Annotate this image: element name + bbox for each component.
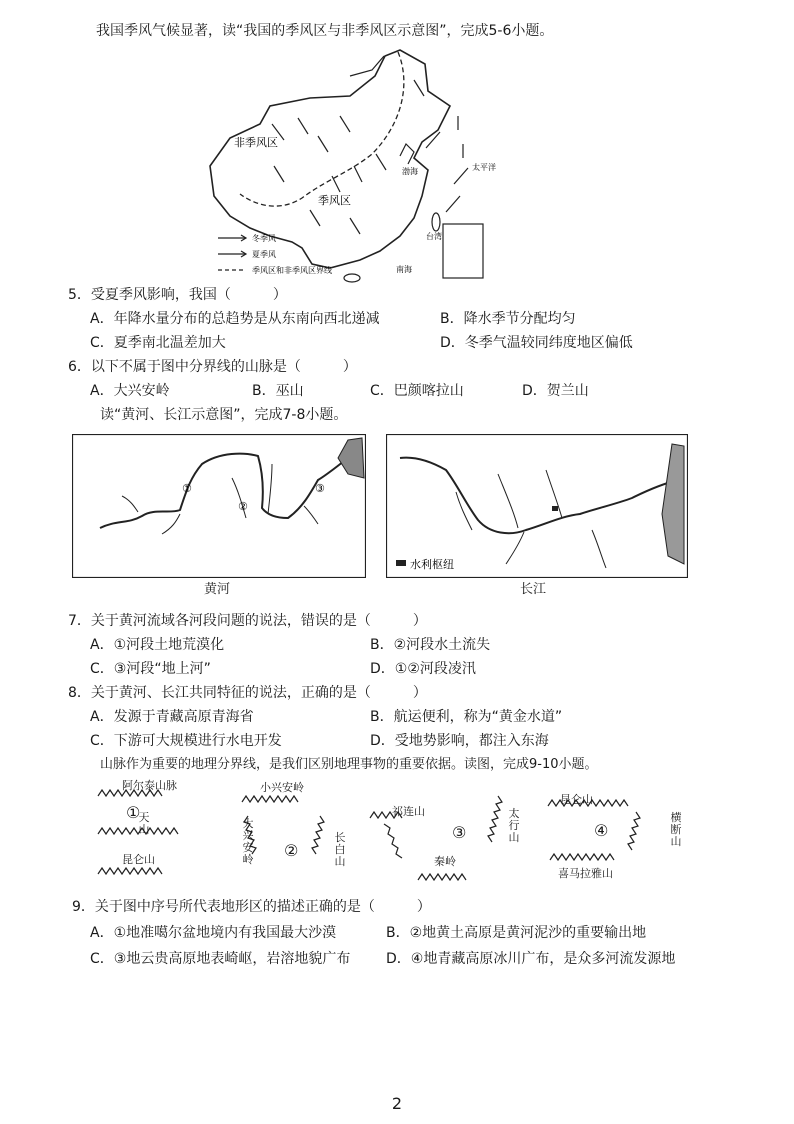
q7-option-b[interactable]: B．②河段水土流失	[370, 637, 491, 653]
dam-legend-label: 水利枢纽	[410, 558, 454, 571]
intro-q5-6: 我国季风气候显著，读“我国的季风区与非季风区示意图”，完成5-6小题。	[96, 23, 554, 39]
q5-option-a[interactable]: A．年降水量分布的总趋势是从东南向西北递减	[90, 311, 380, 327]
q8-option-d[interactable]: D．受地势影响，都注入东海	[370, 733, 549, 749]
label-taiwan: 台湾	[426, 232, 442, 241]
label-taihang: 太行山	[508, 807, 520, 844]
label-xiaoxinganling: 小兴安岭	[260, 781, 304, 794]
label-daxinganling: 大兴安岭	[242, 817, 254, 866]
q8-option-c[interactable]: C．下游可大规模进行水电开发	[90, 733, 282, 749]
label-kunlun: 昆仑山	[122, 853, 155, 866]
page-number: 2	[391, 1094, 403, 1113]
marker-2: ②	[284, 841, 299, 860]
yellow-river-caption: 黄河	[204, 582, 231, 597]
q9-option-a[interactable]: A．①地准噶尔盆地境内有我国最大沙漠	[90, 925, 337, 941]
q7-option-d[interactable]: D．①②河段凌汛	[370, 661, 476, 677]
marker-1: ①	[126, 803, 141, 822]
hainan-island	[344, 274, 360, 282]
label-non-monsoon: 非季风区	[234, 136, 278, 149]
q6-option-d[interactable]: D．贺兰山	[522, 383, 589, 399]
yellow-river-map	[72, 434, 366, 578]
yellow-river-marker-3: ③	[315, 482, 325, 495]
yangtze-river-main	[400, 458, 678, 534]
label-monsoon: 季风区	[318, 194, 351, 207]
q9-option-d[interactable]: D．④地青藏高原冰川广布，是众多河流发源地	[386, 951, 676, 967]
bohai-outline	[400, 144, 414, 164]
yellow-river-marker-1: ①	[182, 482, 192, 495]
south-china-sea-inset	[443, 224, 483, 278]
intro-q9-10: 山脉作为重要的地理分界线，是我们区别地理事物的重要依据。读图，完成9-10小题。	[100, 757, 598, 772]
yangtze-river-map	[386, 434, 688, 578]
east-sea-fill	[662, 444, 684, 564]
label-himalaya: 喜马拉雅山	[558, 867, 613, 880]
q8-option-a[interactable]: A．发源于青藏高原青海省	[90, 709, 254, 725]
monsoon-region-map	[200, 46, 500, 284]
q6-stem: 6．以下不属于图中分界线的山脉是（ ）	[68, 359, 357, 375]
yangtze-river-frame	[387, 435, 688, 578]
label-qilian: 祁连山	[392, 805, 425, 818]
himalaya-range	[550, 854, 614, 860]
q6-option-a[interactable]: A．大兴安岭	[90, 383, 170, 399]
q8-stem: 8．关于黄河、长江共同特征的说法，正确的是（ ）	[68, 685, 427, 701]
marker-4: ④	[594, 821, 609, 840]
taiwan-island	[432, 213, 440, 231]
q5-stem: 5．受夏季风影响，我国（ ）	[68, 287, 287, 303]
q5-option-d[interactable]: D．冬季气温较同纬度地区偏低	[440, 335, 633, 351]
qilian-tail	[384, 824, 402, 858]
label-pacific: 太平洋	[472, 163, 496, 172]
label-bohai: 渤海	[402, 167, 418, 176]
label-altai: 阿尔泰山脉	[122, 779, 177, 792]
label-nanhai: 南海	[396, 265, 412, 274]
legend-summer-label: 夏季风	[252, 250, 276, 259]
label-hengduan: 横断山	[670, 811, 682, 848]
label-tianshan: 天山	[138, 811, 150, 836]
q9-option-b[interactable]: B．②地黄土高原是黄河泥沙的重要输出地	[386, 925, 647, 941]
changbai-range	[312, 816, 324, 854]
q9-option-c[interactable]: C．③地云贵高原地表崎岖，岩溶地貌广布	[90, 951, 351, 967]
bohai-sea-fill	[338, 438, 364, 478]
hengduan-range	[628, 812, 640, 850]
taihang-range	[488, 796, 502, 842]
label-changbai: 长白山	[334, 831, 346, 868]
q7-option-c[interactable]: C．③河段“地上河”	[90, 661, 211, 677]
yellow-river-marker-2: ②	[238, 500, 248, 513]
dam-legend-symbol	[396, 560, 406, 566]
legend-winter-label: 冬季风	[252, 234, 276, 243]
china-outline	[210, 50, 450, 268]
q9-stem: 9．关于图中序号所代表地形区的描述正确的是（ ）	[72, 899, 431, 915]
legend-boundary-label: 季风区和非季风区界线	[252, 266, 332, 275]
marker-3: ③	[452, 823, 467, 842]
q5-option-b[interactable]: B．降水季节分配均匀	[440, 311, 576, 327]
q7-stem: 7．关于黄河流域各河段问题的说法，错误的是（ ）	[68, 613, 427, 629]
yellow-river-main	[100, 454, 348, 528]
yangtze-river-caption: 长江	[520, 582, 547, 597]
q8-option-b[interactable]: B．航运便利，称为“黄金水道”	[370, 709, 563, 725]
label-kunlun2: 昆仑山	[560, 793, 593, 806]
qinling-range	[418, 874, 466, 880]
intro-q7-8: 读“黄河、长江示意图”，完成7-8小题。	[100, 407, 348, 423]
mountain-diagrams	[80, 776, 710, 886]
monsoon-boundary-line	[240, 52, 404, 206]
q5-option-c[interactable]: C．夏季南北温差加大	[90, 335, 226, 351]
q7-option-a[interactable]: A．①河段土地荒漠化	[90, 637, 225, 653]
xiaoxinganling-range	[242, 796, 298, 802]
label-qinling: 秦岭	[434, 855, 456, 868]
q6-option-b[interactable]: B．巫山	[252, 383, 304, 399]
dam-marker	[552, 506, 558, 511]
kunlun-range	[98, 868, 162, 874]
q6-option-c[interactable]: C．巴颜喀拉山	[370, 383, 464, 399]
